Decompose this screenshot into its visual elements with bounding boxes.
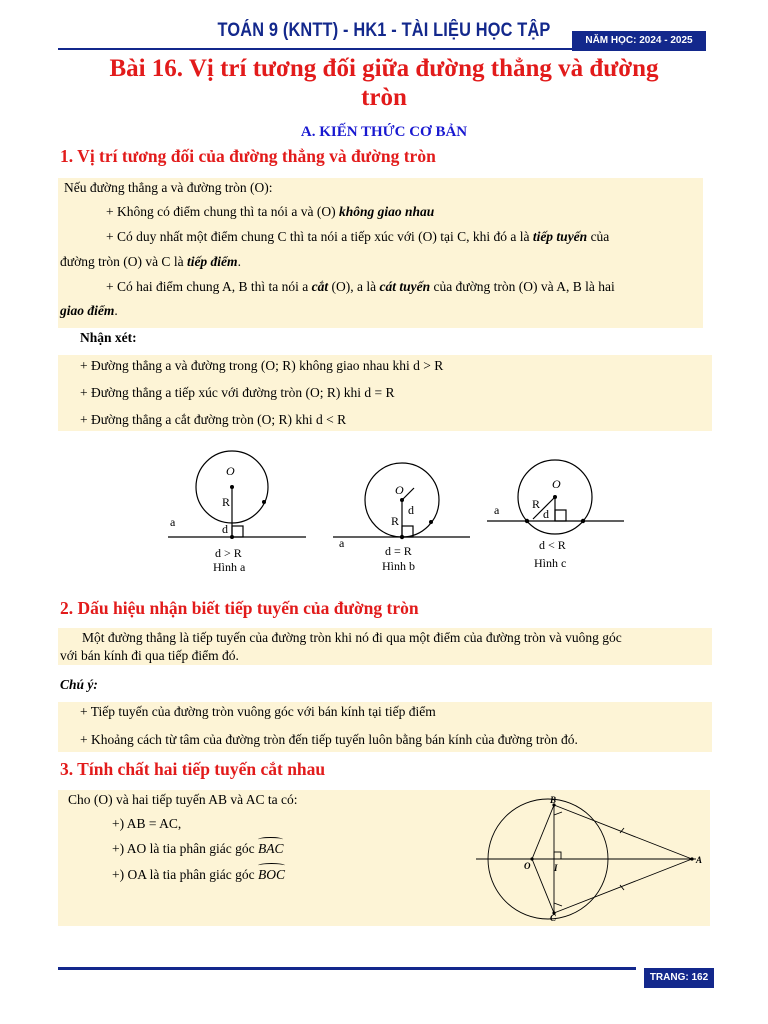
- property-oa-bisector: [112, 866, 285, 884]
- note-item: + Khoảng cách từ tâm của đường tròn đến tiếp tuyến luôn bằng bán kính của đường tròn đó.: [80, 732, 578, 747]
- remark-item: + Đường thẳng a và đường trong (O; R) không giao nhau khi d > R: [80, 358, 444, 373]
- lesson-title: [60, 54, 708, 112]
- note-label: Chú ý:: [60, 677, 98, 692]
- case-text: + Có duy nhất một điểm chung C thì ta nói a tiếp xúc với (O) tại C, khi đó a là: [106, 229, 533, 244]
- foot-point-a: [230, 535, 234, 539]
- case-no-intersection: [106, 203, 434, 221]
- header-title: TOÁN 9 (KNTT) - HK1 - TÀI LIỆU HỌC TẬP: [217, 20, 551, 41]
- relation-a: d > R: [215, 546, 242, 560]
- case-text: (O), a là: [328, 279, 380, 294]
- remark-item: + Đường thẳng a cắt đường tròn (O; R) khi d < R: [80, 412, 347, 427]
- section-3-heading: 3. Tính chất hai tiếp tuyến cắt nhau: [60, 759, 326, 779]
- term-secant: cát tuyến: [379, 279, 431, 294]
- right-angle-mark-i: [554, 852, 561, 859]
- term-intersection-points: giao điểm: [60, 303, 115, 318]
- property-text: +) OA là tia phân giác góc: [112, 867, 258, 882]
- label-o-c: O: [552, 477, 561, 491]
- case-text: của đường tròn (O) và A, B là hai: [430, 279, 615, 294]
- school-year-badge: NĂM HỌC: 2024 - 2025: [572, 31, 706, 51]
- label-c: C: [550, 913, 557, 923]
- point-a: [690, 857, 693, 860]
- section-1-heading: 1. Vị trí tương đối của đường thẳng và đường tròn: [60, 146, 436, 166]
- definition-intro: Nếu đường thẳng a và đường tròn (O):: [64, 180, 273, 195]
- angle-bac: [258, 840, 284, 858]
- page-number-badge: TRANG: 162: [644, 968, 714, 988]
- note-item: + Tiếp tuyến của đường tròn vuông góc với bán kính tại tiếp điểm: [80, 704, 436, 719]
- right-angle-mark-c: [554, 903, 562, 906]
- arc-accent: [258, 863, 285, 868]
- section-a-heading: A. KIẾN THỨC CƠ BẢN: [300, 124, 468, 140]
- remark-item: + Đường thẳng a tiếp xúc với đường tròn (O; R) khi d = R: [80, 385, 395, 400]
- label-i: I: [554, 863, 558, 873]
- case-text: của: [587, 229, 610, 244]
- radius-ob: [532, 805, 554, 859]
- label-d-c: d: [543, 507, 549, 521]
- radius-oc: [532, 859, 554, 913]
- label-b: B: [550, 795, 557, 805]
- term-tangent: tiếp tuyến: [532, 229, 588, 244]
- angle-name: BOC: [257, 867, 285, 882]
- case-text: + Không có điểm chung thì ta nói a và (O): [106, 204, 339, 219]
- two-tangents-figure: [470, 793, 710, 923]
- label-line-c: a: [494, 503, 500, 517]
- label-d-a: d: [222, 522, 228, 536]
- case-text: đường tròn (O) và C là: [60, 254, 187, 269]
- case-text: .: [114, 303, 118, 318]
- intersection-point-c1: [525, 519, 529, 523]
- header-rule: [58, 48, 573, 50]
- circle-point-b: [429, 520, 433, 524]
- tangent-ac: [554, 859, 692, 913]
- center-point-c: [553, 495, 557, 499]
- term-no-intersection: không giao nhau: [338, 204, 435, 219]
- case-tangent: [106, 228, 609, 246]
- label-o-a: O: [226, 464, 235, 478]
- circle-point-a: [262, 500, 266, 504]
- caption-c: Hình c: [534, 556, 567, 570]
- right-angle-mark-a: [232, 526, 243, 537]
- term-cut: cắt: [311, 279, 329, 294]
- radius-b: [402, 488, 414, 500]
- center-point-b: [400, 498, 404, 502]
- center-point-a: [230, 485, 234, 489]
- angle-name: BAC: [257, 841, 284, 856]
- footer-rule: [58, 967, 636, 970]
- label-r-c: R: [532, 497, 541, 511]
- right-angle-mark-c: [555, 510, 566, 521]
- section-2-heading: 2. Dấu hiệu nhận biết tiếp tuyến của đường tròn: [60, 598, 419, 618]
- property-ao-bisector: [112, 840, 283, 858]
- label-r-a: R: [222, 495, 231, 509]
- remark-label: Nhận xét:: [80, 330, 137, 345]
- intersection-point-c2: [581, 519, 585, 523]
- tangent-ab: [554, 805, 692, 859]
- tangent-point-b: [400, 535, 404, 539]
- label-r-b: R: [391, 514, 400, 528]
- case-text: .: [237, 254, 241, 269]
- point-o: [530, 857, 533, 860]
- caption-a: Hình a: [213, 560, 246, 574]
- label-line-b: a: [339, 536, 345, 550]
- relation-b: d = R: [385, 544, 412, 558]
- label-line-a: a: [170, 515, 176, 529]
- tangent-criterion-line2: với bán kính đi qua tiếp điểm đó.: [60, 648, 239, 663]
- angle-boc: [258, 866, 285, 884]
- label-o-b: O: [395, 483, 404, 497]
- two-tangents-intro: Cho (O) và hai tiếp tuyến AB và AC ta có:: [68, 792, 298, 807]
- case-tangent-cont: [60, 253, 241, 271]
- label-o: O: [524, 861, 531, 871]
- tangent-criterion-line1: Một đường thẳng là tiếp tuyến của đường tròn khi nó đi qua một điểm của đường tròn và vuông góc: [82, 630, 622, 645]
- case-secant-cont: [60, 302, 118, 320]
- right-angle-mark-b: [554, 812, 562, 815]
- lesson-title-line1: Bài 16. Vị trí tương đối giữa đường thẳng và đường: [109, 55, 659, 82]
- term-tangent-point: tiếp điểm: [186, 254, 238, 269]
- property-text: +) AO là tia phân giác góc: [112, 841, 258, 856]
- lesson-title-line2: tròn: [361, 84, 407, 111]
- case-text: + Có hai điểm chung A, B thì ta nói a: [106, 279, 312, 294]
- label-a: A: [696, 855, 703, 865]
- label-d-b: d: [408, 503, 414, 517]
- caption-b: Hình b: [382, 559, 415, 573]
- arc-accent: [258, 837, 284, 842]
- property-equal-tangents: +) AB = AC,: [112, 816, 182, 831]
- relation-c: d < R: [539, 538, 566, 552]
- position-figures: [0, 440, 768, 590]
- case-secant: [106, 278, 615, 296]
